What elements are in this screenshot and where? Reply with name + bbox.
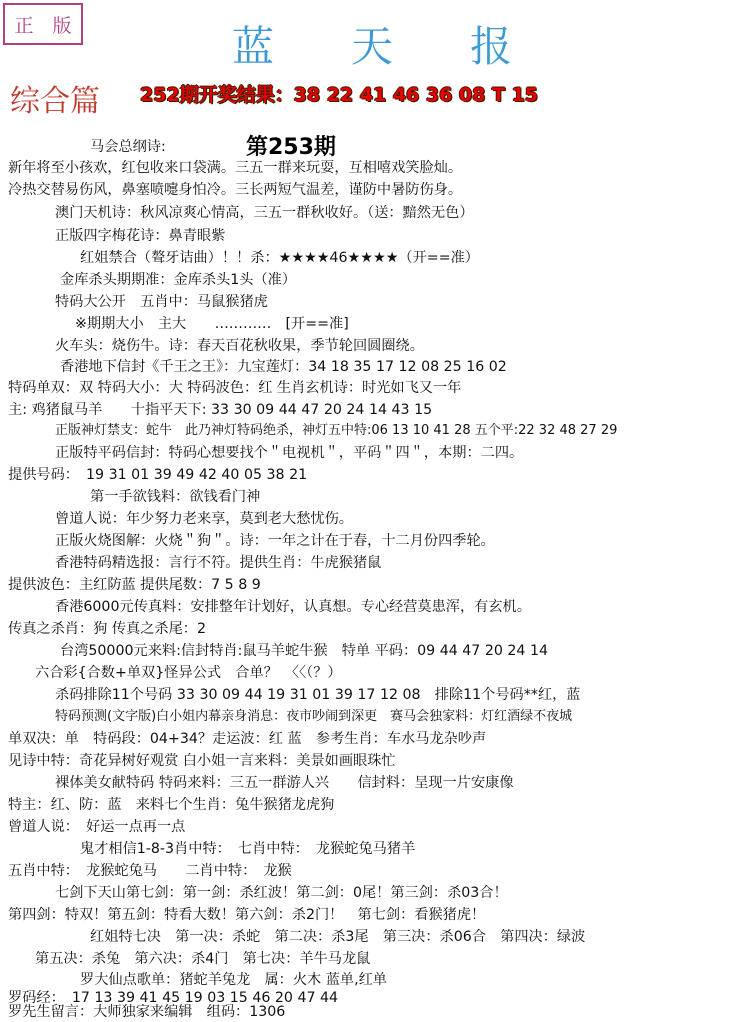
text-line: 金库杀头期期准：金库杀头1头（准） [60, 272, 297, 288]
text-line: 罗先生留言：大师独家来编辑 组码：1306 [8, 1004, 286, 1020]
text-line: 冷热交替易伤风，鼻塞喷嚏身怕冷。三长两短气温差，谨防中暑防伤身。 [8, 182, 463, 198]
text-line: 香港地下信封《千王之王》：九宝莲灯：34 18 35 17 12 08 25 16 02 [60, 359, 507, 375]
text-line: 第四剑：特双！第五剑：特看大数！第六剑：杀2门！ 第七剑：看猴猪虎！ [8, 907, 486, 923]
text-line: 传真之杀肖：狗 传真之杀尾：2 [8, 621, 206, 637]
badge-char-right: 版 [52, 14, 72, 37]
text-line: 六合彩{合数+单双}怪异公式 合单？ 〈〈（？） [35, 665, 342, 681]
text-line: 澳门天机诗：秋风凉爽心情高，三五一群秋收好。（送：黯然无色） [55, 205, 474, 221]
text-line: 正版火烧图解：火烧＂狗＂。诗：一年之计在于春，十二月份四季轮。 [55, 533, 495, 549]
badge-char-left: 正 [14, 14, 34, 37]
text-line: 特码大公开 五肖中：马鼠猴猪虎 [55, 294, 268, 310]
text-line: 第五决：杀兔 第六决：杀4门 第七决：羊牛马龙鼠 [35, 951, 371, 967]
newspaper-title [232, 14, 512, 74]
text-line: 火车头：烧伤牛。诗：春天百花秋收果，季节轮回圆圈绕。 [55, 338, 424, 354]
text-line: 特码预测(文字版)白小姐内幕亲身消息：夜市吵闹到深更 赛马会独家料：灯红酒绿不夜城 [55, 709, 573, 724]
text-line: 正版四字梅花诗：鼻青眼紫 [55, 228, 226, 244]
text-line: 特主：红、防：蓝 来料七个生肖：兔牛猴猪龙虎狗 [8, 797, 335, 813]
text-line: 见诗中特：奇花异树好观赏 白小姐一言来料：美景如画眼珠忙 [8, 753, 396, 769]
section-title: 综合篇 [10, 84, 100, 119]
title-char: 报 [469, 22, 512, 71]
previous-result: 252期开奖结果：38 22 41 46 36 08 T 15 [140, 84, 539, 106]
text-line: 杀码排除11个号码 33 30 09 44 19 31 01 39 17 12 08 排除11个号码**红，蓝 [55, 687, 581, 703]
text-line: 提供波色：主红防蓝 提供尾数：7 5 8 9 [8, 577, 261, 593]
text-line: 曾道人说： 好运一点再一点 [8, 819, 186, 835]
text-line: 新年将至小孩欢，红包收来口袋满。三五一群来玩耍，互相嘻戏笑脸灿。 [8, 160, 463, 176]
text-line: 红姐禁合（聱牙诘曲）！！杀：★★★★46★★★★（开==准） [80, 250, 479, 266]
text-line: 五肖中特： 龙猴蛇兔马 二肖中特： 龙猴 [8, 863, 292, 879]
text-line: 特码单双：双 特码大小：大 特码波色：红 生肖玄机诗：时光如飞又一年 [8, 380, 462, 396]
text-line: 香港特码精选报：言行不符。提供生肖：牛虎猴猪鼠 [55, 555, 382, 571]
edition-badge [3, 3, 83, 45]
text-line: 马会总纲诗: [90, 139, 166, 155]
text-line: 台湾50000元来料:信封特肖:鼠马羊蛇牛猴 特单 平码：09 44 47 20 24 14 [60, 643, 549, 659]
text-line: 主: 鸡猪鼠马羊 十指平天下: 33 30 09 44 47 20 24 14 43 15 [8, 402, 433, 418]
text-line: 第一手欲钱料：欲钱看门神 [90, 489, 261, 505]
text-line: ※期期大小 主大 ………… [开==准] [75, 316, 349, 332]
text-line: 正版神灯禁支：蛇牛 此乃神灯特码绝杀，神灯五中特:06 13 10 41 28 五个平:22 32 48 27 29 [55, 423, 618, 438]
text-line: 香港6000元传真料：安排整年计划好，认真想。专心经营莫患浑，有玄机。 [55, 599, 531, 615]
text-line: 曾道人说：年少努力老来享，莫到老大愁忧伤。 [55, 511, 353, 527]
text-line: 七剑下天山第七剑：第一剑：杀红波！第二剑：0尾！第三剑：杀03合！ [55, 885, 508, 901]
text-line: 正版特平码信封：特码心想要找个＂电视机＂，平码＂四＂，本期：二四。 [55, 445, 524, 461]
title-char: 天 [350, 22, 393, 71]
text-line: 罗大仙点歌单：猪蛇羊兔龙 属：火木 蓝单,红单 [80, 972, 387, 988]
text-line: 鬼才相信1-8-3肖中特： 七肖中特： 龙猴蛇兔马猪羊 [80, 841, 416, 857]
text-line: 提供号码： 19 31 01 39 49 42 40 05 38 21 [8, 467, 308, 483]
text-line: 单双决：单 特码段：04+34？走运波：红 蓝 参考生肖：车水马龙杂吵声 [8, 731, 487, 747]
issue-number: 第253期 [246, 135, 336, 160]
text-line: 裸体美女献特码 特码来料：三五一群游人兴 信封料：呈现一片安康像 [55, 775, 514, 791]
text-line: 罗码经： 17 13 39 41 45 19 03 15 46 20 47 44 [8, 990, 339, 1006]
text-line: 红姐特七决 第一决：杀蛇 第二决：杀3尾 第三决：杀06合 第四决：绿波 [90, 929, 586, 945]
title-char: 蓝 [232, 22, 275, 71]
